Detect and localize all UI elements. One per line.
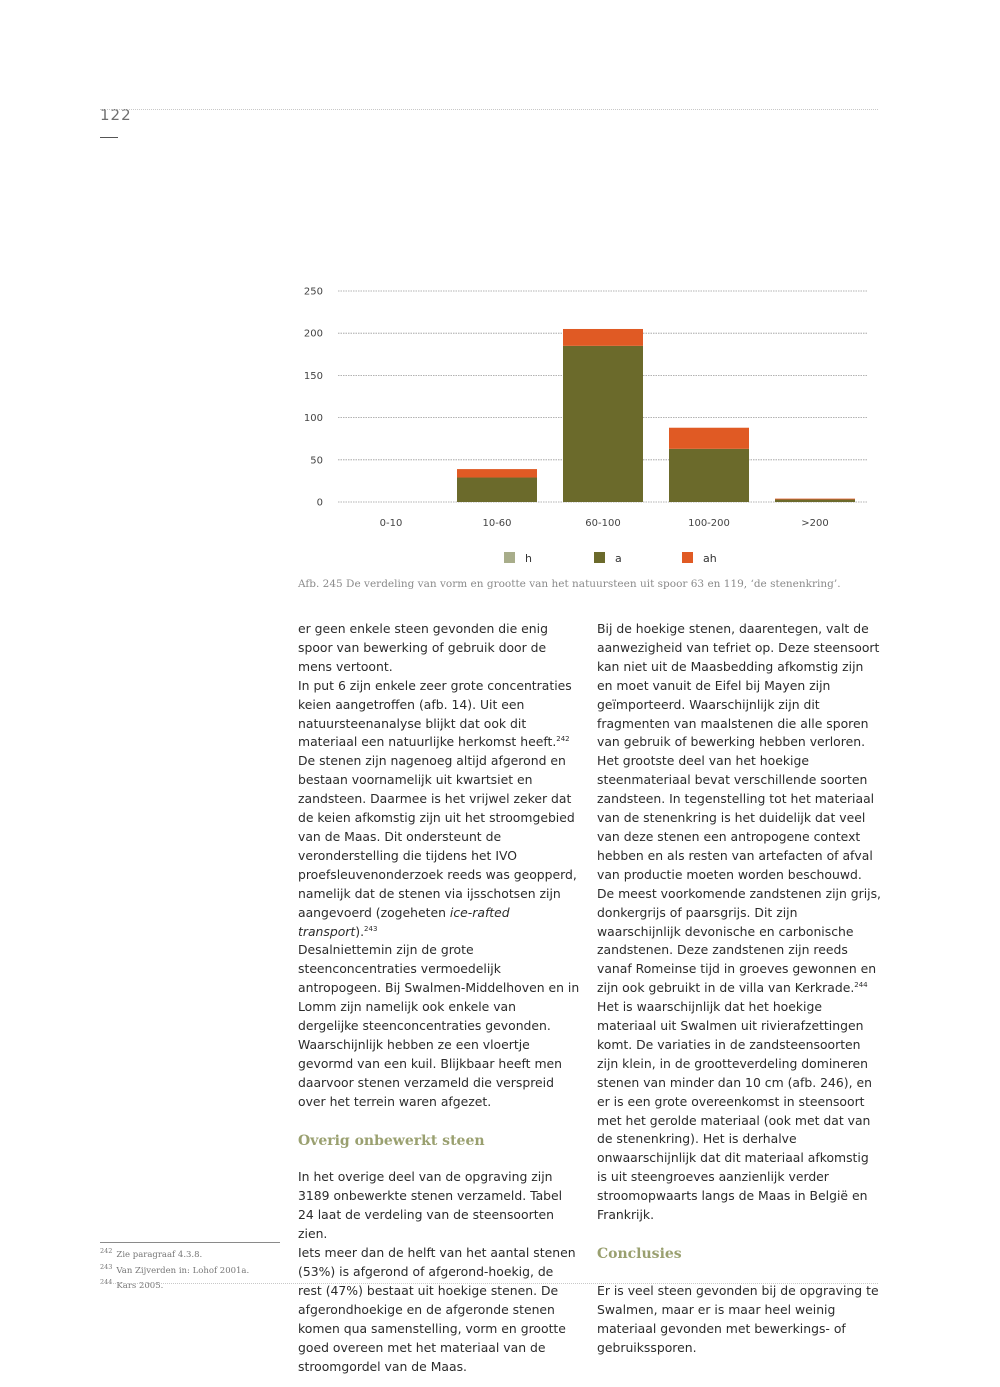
page-number-rule	[100, 137, 118, 138]
text-column-right	[597, 620, 881, 1358]
bar-a-2	[563, 346, 643, 502]
footnote-ref: 243	[364, 924, 378, 933]
bar-a-4	[775, 499, 855, 502]
footnote-ref: 244	[854, 981, 868, 990]
chart-legend	[504, 552, 717, 565]
y-tick-label: 200	[303, 328, 323, 340]
y-tick-label: 0	[316, 497, 323, 509]
x-tick-label: >200	[801, 518, 829, 529]
page-number: 122	[100, 106, 132, 124]
bar-a-3	[669, 449, 749, 502]
chart-y-axis	[304, 287, 323, 509]
section-heading: Overig onbewerkt steen	[298, 1132, 485, 1149]
bottom-rule	[100, 1283, 878, 1284]
footnote-ref: 242	[556, 735, 570, 744]
legend-swatch-h	[504, 552, 515, 563]
y-tick-label: 250	[303, 286, 323, 298]
paragraph: In het overige deel van de opgraving zijn 3189 onbewerkte stenen verzameld. Tabel 24 laat de verdeling van de steensoorten zien.	[298, 1169, 563, 1242]
legend-label: a	[615, 552, 622, 565]
y-tick-label: 150	[303, 370, 323, 382]
paragraph: Iets meer dan de helft van het aantal stenen (53%) is afgerond of afgerond-hoekig, de rest (47%) bestaat uit hoekige stenen. De afgerondhoekige en de afgeronde stenen komen qua samenstelling, vorm en grootte goed overeen met het materiaal van de stroomgordel van de Maas.	[298, 1245, 576, 1374]
footnotes	[100, 1246, 280, 1293]
chart-bars	[457, 329, 855, 502]
paragraph: Het is waarschijnlijk dat het hoekige materiaal uit Swalmen uit rivierafzettingen komt. De variaties in de zandsteensoorten zijn klein, in de grootteverdeling domineren stenen van minder dan 10 cm (afb. 246), en er is een grote overeenkomst in steensoort met het gerolde materiaal (ook met dat van de stenenkring). Het is derhalve onwaarschijnlijk dat dit materiaal afkomstig is uit steengroeves aanzienlijk verder stroomopwaarts langs de Maas in België en Frankrijk.	[597, 999, 872, 1223]
footnote: $^{242}$ Zie paragraaf 4.3.8.	[100, 1247, 203, 1260]
paragraph: Er is veel steen gevonden bij de opgraving te Swalmen, maar er is maar heel weinig materiaal gevonden met bewerkings- of gebruikssporen.	[597, 1282, 879, 1355]
section-heading: Conclusies	[597, 1246, 682, 1262]
footnote: $^{243}$ Van Zijverden in: Lohof 2001a.	[100, 1262, 250, 1276]
y-tick-label: 100	[303, 413, 323, 425]
stacked-bar-chart	[290, 278, 880, 573]
paragraph: In put 6 zijn enkele zeer grote concentraties keien aangetroffen (afb. 14). Uit een natuursteenanalyse blijkt dat ook dit materiaal een natuurlijke herkomst heeft.$^{242}$ De stenen zijn nagenoeg altijd afgerond en bestaan voornamelijk uit kwartsiet en zandsteen. Daarmee is het vrijwel zeker dat de keien afkomstig zijn uit het stroomgebied van de Maas. Dit ondersteunt de veronderstelling die tijdens het IVO proefsleuvenonderzoek reeds was geopperd, namelijk dat de stenen via ijsschotsen zijn aangevoerd (zogeheten ice-rafted transport).$^{243}$	[298, 677, 577, 939]
paragraph: Het grootste deel van het hoekige steenmateriaal bevat verschillende soorten zandsteen. In tegenstelling tot het materiaal van de stenenkring is het duidelijk dat veel van deze stenen een antropogene context hebben en als resten van artefacten of afval van productie moeten worden beschouwd. De meest voorkomende zandstenen zijn grijs, donkergrijs of paarsgrijs. Dit zijn waarschijnlijk devonische en carbonische zandstenen. Deze zandstenen zijn reeds vanaf Romeinse tijd in groeves gewonnen en zijn ook gebruikt in de villa van Kerkrade.$^{244}$	[597, 753, 881, 996]
x-tick-label: 100-200	[688, 518, 730, 529]
bar-a-1	[457, 478, 537, 502]
footnote: $^{244}$ Kars 2005.	[100, 1278, 164, 1292]
text-column-left	[298, 620, 580, 1376]
top-rule	[100, 109, 878, 110]
paragraph: Desalniettemin zijn de grote steenconcentraties vermoedelijk antropogeen. Bij Swalmen-Middelhoven en in Lomm zijn namelijk ook enkele van dergelijke steenconcentraties gevonden. Waarschijnlijk hebben ze een vloertje gevormd van een kuil. Blijkbaar heeft men daarvoor stenen verzameld die verspreid over het terrein waren afgezet.	[298, 942, 580, 1109]
x-tick-label: 0-10	[379, 518, 403, 529]
bar-ah-2	[563, 329, 643, 346]
footnote-rule	[100, 1242, 280, 1243]
legend-swatch-a	[594, 552, 605, 563]
y-tick-label: 50	[310, 455, 323, 467]
bar-ah-1	[457, 469, 537, 477]
paragraph: er geen enkele steen gevonden die enig spoor van bewerking of gebruik door de mens vertoont.	[298, 621, 548, 674]
x-tick-label: 60-100	[585, 518, 621, 529]
legend-swatch-ah	[682, 552, 693, 563]
legend-label: ah	[703, 552, 717, 565]
bar-ah-4	[775, 499, 855, 500]
figure-caption: Afb. 245 De verdeling van vorm en grootte van het natuursteen uit spoor 63 en 119, ‘de stenenkring’.	[298, 578, 841, 590]
x-tick-label: 10-60	[482, 518, 512, 529]
bar-ah-3	[669, 428, 749, 449]
paragraph: Bij de hoekige stenen, daarentegen, valt de aanwezigheid van tefriet op. Deze steensoort kan niet uit de Maasbedding afkomstig zijn en moet vanuit de Eifel bij Mayen zijn geïmporteerd. Waarschijnlijk zijn dit fragmenten van maalstenen die alle sporen van gebruik of bewerking hebben verloren.	[597, 621, 880, 750]
legend-label: h	[525, 552, 532, 565]
chart-x-axis	[380, 518, 829, 529]
